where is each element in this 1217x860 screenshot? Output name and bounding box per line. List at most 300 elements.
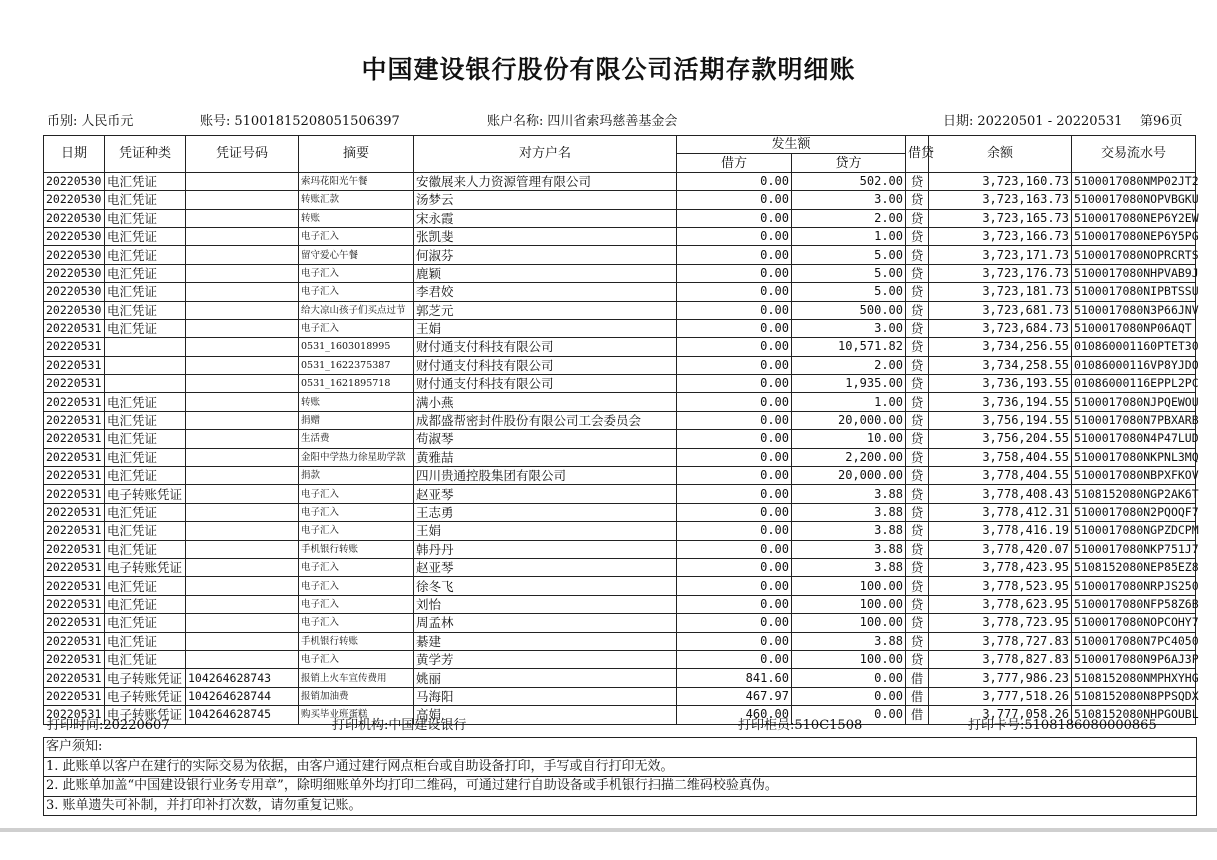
row-debit: 0.00 [677,540,792,558]
row-counterparty: 马海阳 [414,687,677,705]
table-row [44,632,1196,650]
row-counterparty: 周孟林 [414,614,677,632]
row-voucher-number [186,503,299,521]
row-summary: 0531_1621895718 [299,375,414,393]
row-summary: 0531_1622375387 [299,356,414,374]
row-date: 20220531 [44,632,105,650]
row-voucher-number [186,411,299,429]
row-voucher-number: 104264628743 [186,669,299,687]
row-serial: 5100017080NOPRCRTS [1072,246,1196,264]
row-balance: 3,778,416.19 [929,522,1072,540]
row-balance: 3,778,412.31 [929,503,1072,521]
row-serial: 5100017080N3P66JNV [1072,301,1196,319]
row-voucher-number [186,172,299,190]
row-summary: 捐款 [299,467,414,485]
row-credit: 20,000.00 [792,467,906,485]
row-balance: 3,758,404.55 [929,448,1072,466]
row-serial: 5100017080N4P47LUD [1072,430,1196,448]
row-credit: 1.00 [792,393,906,411]
row-date: 20220531 [44,485,105,503]
row-credit: 0.00 [792,669,906,687]
row-serial: 5100017080NRPJS250 [1072,577,1196,595]
row-serial: 5100017080NP06AQT [1072,319,1196,337]
row-counterparty: 赵亚琴 [414,485,677,503]
row-debit: 0.00 [677,191,792,209]
date-range-label: 日期: [943,114,974,129]
row-counterparty: 韩丹丹 [414,540,677,558]
row-voucher-type: 电汇凭证 [105,467,186,485]
table-row [44,614,1196,632]
row-voucher-type: 电汇凭证 [105,650,186,668]
row-debit-credit: 贷 [906,650,929,668]
date-range-value: 20220501 - 20220531 [977,114,1123,129]
row-debit: 0.00 [677,614,792,632]
row-serial: 5100017080NOPCOHY7 [1072,614,1196,632]
table-row [44,522,1196,540]
row-counterparty: 财付通支付科技有限公司 [414,375,677,393]
row-debit-credit: 借 [906,687,929,705]
row-voucher-number [186,209,299,227]
row-debit: 0.00 [677,393,792,411]
table-row [44,485,1196,503]
row-credit: 100.00 [792,614,906,632]
row-balance: 3,756,194.55 [929,411,1072,429]
row-voucher-number [186,338,299,356]
row-balance: 3,734,256.55 [929,338,1072,356]
row-date: 20220531 [44,558,105,576]
row-voucher-type: 电汇凭证 [105,246,186,264]
row-voucher-number [186,191,299,209]
header-counterparty: 对方户名 [414,136,677,173]
row-counterparty: 王娟 [414,522,677,540]
table-row [44,227,1196,245]
row-credit: 502.00 [792,172,906,190]
row-debit-credit: 贷 [906,540,929,558]
row-voucher-type: 电汇凭证 [105,595,186,613]
row-summary: 手机银行转账 [299,540,414,558]
row-balance: 3,777,518.26 [929,687,1072,705]
row-counterparty: 徐冬飞 [414,577,677,595]
row-voucher-type: 电汇凭证 [105,227,186,245]
row-voucher-type: 电汇凭证 [105,540,186,558]
row-debit: 0.00 [677,209,792,227]
row-balance: 3,723,181.73 [929,283,1072,301]
row-date: 20220530 [44,227,105,245]
row-voucher-number [186,485,299,503]
header-voucher-number: 凭证号码 [186,136,299,173]
row-summary: 索玛花阳光午餐 [299,172,414,190]
row-voucher-number [186,375,299,393]
row-debit-credit: 贷 [906,467,929,485]
row-debit-credit: 贷 [906,172,929,190]
row-summary: 电子汇入 [299,558,414,576]
row-debit-credit: 贷 [906,301,929,319]
row-debit-credit: 借 [906,706,929,724]
row-serial: 01086000116EPPL2PC [1072,375,1196,393]
row-debit-credit: 贷 [906,209,929,227]
row-credit: 5.00 [792,246,906,264]
row-debit-credit: 贷 [906,264,929,282]
table-row [44,264,1196,282]
row-voucher-type: 电子转账凭证 [105,669,186,687]
row-serial: 5100017080NOPVBGKU [1072,191,1196,209]
row-voucher-number [186,448,299,466]
row-date: 20220531 [44,448,105,466]
account-number-value: 51001815208051506397 [234,114,400,129]
row-credit: 0.00 [792,687,906,705]
page-number: 第96页 [1140,114,1183,129]
currency-info [47,110,133,129]
row-balance: 3,778,420.07 [929,540,1072,558]
row-voucher-number [186,393,299,411]
table-row [44,540,1196,558]
table-row [44,650,1196,668]
row-balance: 3,736,193.55 [929,375,1072,393]
print-card [968,714,1157,733]
row-voucher-type: 电子转账凭证 [105,485,186,503]
row-date: 20220531 [44,356,105,374]
row-date: 20220531 [44,687,105,705]
header-debit: 借方 [677,154,792,172]
row-serial: 5100017080NHPVAB9J [1072,264,1196,282]
row-balance: 3,756,204.55 [929,430,1072,448]
row-credit: 100.00 [792,650,906,668]
row-summary: 给大凉山孩子们买点过节 [299,301,414,319]
row-voucher-type: 电子转账凭证 [105,706,186,724]
row-summary: 转账 [299,209,414,227]
row-summary: 报销上火车宣传费用 [299,669,414,687]
header-balance: 余额 [929,136,1072,173]
row-debit-credit: 贷 [906,614,929,632]
row-serial: 5100017080NIPBTSSU [1072,283,1196,301]
row-voucher-type: 电子转账凭证 [105,558,186,576]
header-debit-credit: 借贷 [906,136,929,173]
row-voucher-number [186,356,299,374]
row-debit: 0.00 [677,375,792,393]
row-balance: 3,723,165.73 [929,209,1072,227]
note-item-1: 1. 此账单以客户在建行的实际交易为依据，由客户通过建行网点柜台或自助设备打印，手写或自行打印无效。 [44,758,1196,778]
table-row [44,319,1196,337]
print-teller [738,714,862,733]
row-debit-credit: 贷 [906,283,929,301]
row-counterparty: 赵亚琴 [414,558,677,576]
row-credit: 3.00 [792,319,906,337]
row-debit-credit: 贷 [906,577,929,595]
row-voucher-type: 电汇凭证 [105,632,186,650]
row-voucher-type: 电汇凭证 [105,522,186,540]
row-voucher-number [186,283,299,301]
row-date: 20220531 [44,577,105,595]
row-summary: 手机银行转账 [299,632,414,650]
row-summary: 报销加油费 [299,687,414,705]
row-debit-credit: 贷 [906,522,929,540]
row-balance: 3,723,163.73 [929,191,1072,209]
row-balance: 3,723,171.73 [929,246,1072,264]
row-date: 20220531 [44,411,105,429]
row-debit-credit: 贷 [906,558,929,576]
row-credit: 1.00 [792,227,906,245]
row-balance: 3,723,166.73 [929,227,1072,245]
account-name-value: 四川省索玛慈善基金会 [547,114,678,129]
row-debit-credit: 贷 [906,319,929,337]
row-date: 20220531 [44,338,105,356]
row-debit-credit: 贷 [906,375,929,393]
print-time [47,714,170,733]
table-row [44,375,1196,393]
row-balance: 3,778,408.43 [929,485,1072,503]
row-serial: 5100017080N7PC4050 [1072,632,1196,650]
row-date: 20220530 [44,264,105,282]
header-summary: 摘要 [299,136,414,173]
row-balance: 3,723,176.73 [929,264,1072,282]
row-date: 20220530 [44,283,105,301]
table-row [44,467,1196,485]
row-voucher-type [105,338,186,356]
row-credit: 5.00 [792,264,906,282]
header-voucher-type: 凭证种类 [105,136,186,173]
row-counterparty: 苟淑琴 [414,430,677,448]
table-row [44,283,1196,301]
row-credit: 100.00 [792,595,906,613]
row-counterparty: 张凯斐 [414,227,677,245]
row-summary: 电子汇入 [299,283,414,301]
row-debit-credit: 贷 [906,246,929,264]
row-voucher-type: 电汇凭证 [105,319,186,337]
row-credit: 500.00 [792,301,906,319]
row-summary: 购买毕业班蛋糕 [299,706,414,724]
row-counterparty: 姚丽 [414,669,677,687]
row-voucher-number [186,264,299,282]
row-debit: 0.00 [677,430,792,448]
account-number-info [200,110,400,129]
row-voucher-type [105,375,186,393]
row-date: 20220531 [44,650,105,668]
row-date: 20220531 [44,540,105,558]
row-balance: 3,778,423.95 [929,558,1072,576]
row-voucher-number [186,522,299,540]
row-summary: 电子汇入 [299,264,414,282]
ledger-body [44,172,1199,724]
row-date: 20220531 [44,706,105,724]
row-voucher-type: 电汇凭证 [105,264,186,282]
row-summary: 转账汇款 [299,191,414,209]
row-serial: 5100017080NEP6Y2EW [1072,209,1196,227]
row-debit-credit: 贷 [906,356,929,374]
row-debit: 0.00 [677,411,792,429]
note-item-2: 2. 此账单加盖“中国建设银行业务专用章”，除明细账单外均打印二维码，可通过建行自助设备或手机银行扫描二维码校验真伪。 [44,777,1196,797]
row-voucher-number [186,614,299,632]
row-serial: 5100017080NJPQEWOU [1072,393,1196,411]
row-debit: 0.00 [677,338,792,356]
row-credit: 2.00 [792,356,906,374]
row-date: 20220531 [44,393,105,411]
table-row [44,411,1196,429]
row-counterparty: 黄雅喆 [414,448,677,466]
row-debit-credit: 贷 [906,227,929,245]
row-balance: 3,736,194.55 [929,393,1072,411]
row-summary: 电子汇入 [299,503,414,521]
row-serial: 5108152080NGP2AK6T [1072,485,1196,503]
row-summary: 电子汇入 [299,485,414,503]
row-credit: 3.88 [792,540,906,558]
row-voucher-number [186,540,299,558]
row-balance: 3,734,258.55 [929,356,1072,374]
header-serial: 交易流水号 [1072,136,1196,173]
row-serial: 5100017080NKPNL3MQ [1072,448,1196,466]
row-debit: 0.00 [677,467,792,485]
row-date: 20220530 [44,191,105,209]
row-debit-credit: 借 [906,669,929,687]
row-voucher-type: 电汇凭证 [105,577,186,595]
row-voucher-type: 电汇凭证 [105,172,186,190]
row-voucher-number: 104264628744 [186,687,299,705]
row-date: 20220531 [44,467,105,485]
row-voucher-number [186,467,299,485]
row-voucher-number [186,632,299,650]
row-serial: 5108152080N8PPSQDX [1072,687,1196,705]
row-debit: 0.00 [677,172,792,190]
print-card-value: 5108186080000865 [1024,718,1157,733]
table-row [44,558,1196,576]
row-serial: 5108152080NEP85EZ8 [1072,558,1196,576]
row-debit: 0.00 [677,485,792,503]
row-counterparty: 满小燕 [414,393,677,411]
row-summary: 金阳中学热力徐星助学款 [299,448,414,466]
header-date: 日期 [44,136,105,173]
row-credit: 3.88 [792,503,906,521]
row-counterparty: 高娟 [414,706,677,724]
row-voucher-type: 电汇凭证 [105,209,186,227]
row-counterparty: 王志勇 [414,503,677,521]
row-serial: 01086000116VP8YJDO [1072,356,1196,374]
print-card-label: 打印卡号: [968,718,1025,733]
row-voucher-type: 电汇凭证 [105,393,186,411]
row-debit: 0.00 [677,356,792,374]
row-voucher-number [186,577,299,595]
row-serial: 5100017080NBPXFKOV [1072,467,1196,485]
notes-heading: 客户须知: [44,738,1196,758]
row-serial: 5108152080NHPGOUBL [1072,706,1196,724]
row-serial: 5100017080NFP58Z6B [1072,595,1196,613]
print-time-label: 打印时间: [47,718,104,733]
table-row [44,595,1196,613]
table-row [44,687,1196,705]
row-date: 20220530 [44,209,105,227]
row-debit: 841.60 [677,669,792,687]
table-row [44,448,1196,466]
row-debit: 0.00 [677,558,792,576]
row-summary: 电子汇入 [299,227,414,245]
row-voucher-type: 电汇凭证 [105,503,186,521]
row-serial: 5100017080NEP6Y5PG [1072,227,1196,245]
row-counterparty: 郭芝元 [414,301,677,319]
row-voucher-number [186,558,299,576]
row-debit-credit: 贷 [906,632,929,650]
row-debit-credit: 贷 [906,411,929,429]
row-voucher-type: 电汇凭证 [105,430,186,448]
row-summary: 电子汇入 [299,522,414,540]
row-counterparty: 鹿颖 [414,264,677,282]
row-counterparty: 黄学芳 [414,650,677,668]
row-balance: 3,778,723.95 [929,614,1072,632]
row-voucher-type: 电汇凭证 [105,301,186,319]
row-credit: 2.00 [792,209,906,227]
row-debit: 0.00 [677,632,792,650]
row-balance: 3,777,058.26 [929,706,1072,724]
row-serial: 5100017080N2PQOQF7 [1072,503,1196,521]
row-voucher-type: 电汇凭证 [105,411,186,429]
print-time-value: 20220607 [103,718,170,733]
print-organization [332,714,466,733]
account-number-label: 账号: [200,114,231,129]
row-balance: 3,723,681.73 [929,301,1072,319]
row-debit: 0.00 [677,503,792,521]
row-serial: 5100017080NMP02JT2 [1072,172,1196,190]
row-balance: 3,778,404.55 [929,467,1072,485]
row-debit: 460.00 [677,706,792,724]
row-counterparty: 何淑芬 [414,246,677,264]
row-date: 20220531 [44,430,105,448]
row-credit: 10,571.82 [792,338,906,356]
row-debit-credit: 贷 [906,393,929,411]
header-credit: 贷方 [792,154,906,172]
row-summary: 电子汇入 [299,614,414,632]
bottom-divider [0,828,1217,832]
row-summary: 捐赠 [299,411,414,429]
row-balance: 3,723,160.73 [929,172,1072,190]
row-credit: 3.88 [792,522,906,540]
row-date: 20220531 [44,319,105,337]
row-summary: 电子汇入 [299,650,414,668]
row-debit: 0.00 [677,246,792,264]
row-debit-credit: 贷 [906,595,929,613]
row-debit: 0.00 [677,227,792,245]
row-summary: 电子汇入 [299,595,414,613]
customer-notes [43,737,1197,816]
print-teller-value: 510C1508 [794,718,863,733]
row-serial: 010860001160PTET30 [1072,338,1196,356]
row-credit: 100.00 [792,577,906,595]
row-voucher-number [186,246,299,264]
row-voucher-type: 电汇凭证 [105,614,186,632]
row-debit-credit: 贷 [906,503,929,521]
row-counterparty: 安徽展来人力资源管理有限公司 [414,172,677,190]
row-voucher-type: 电汇凭证 [105,191,186,209]
row-counterparty: 财付通支付科技有限公司 [414,356,677,374]
row-credit: 3.88 [792,485,906,503]
row-debit: 0.00 [677,319,792,337]
row-date: 20220531 [44,503,105,521]
row-serial: 5108152080NMPHXYHG [1072,669,1196,687]
row-voucher-number [186,301,299,319]
account-name-info [487,110,677,129]
row-credit: 20,000.00 [792,411,906,429]
row-balance: 3,778,827.83 [929,650,1072,668]
row-counterparty: 成都盛帮密封件股份有限公司工会委员会 [414,411,677,429]
table-row [44,669,1196,687]
row-summary: 留守爱心午餐 [299,246,414,264]
row-balance: 3,723,684.73 [929,319,1072,337]
table-row [44,246,1196,264]
row-debit: 0.00 [677,301,792,319]
row-credit: 5.00 [792,283,906,301]
row-serial: 5100017080NKP751J7 [1072,540,1196,558]
row-voucher-number [186,430,299,448]
row-debit: 0.00 [677,595,792,613]
row-debit-credit: 贷 [906,191,929,209]
row-counterparty: 财付通支付科技有限公司 [414,338,677,356]
print-organization-label: 打印机构: [332,718,389,733]
